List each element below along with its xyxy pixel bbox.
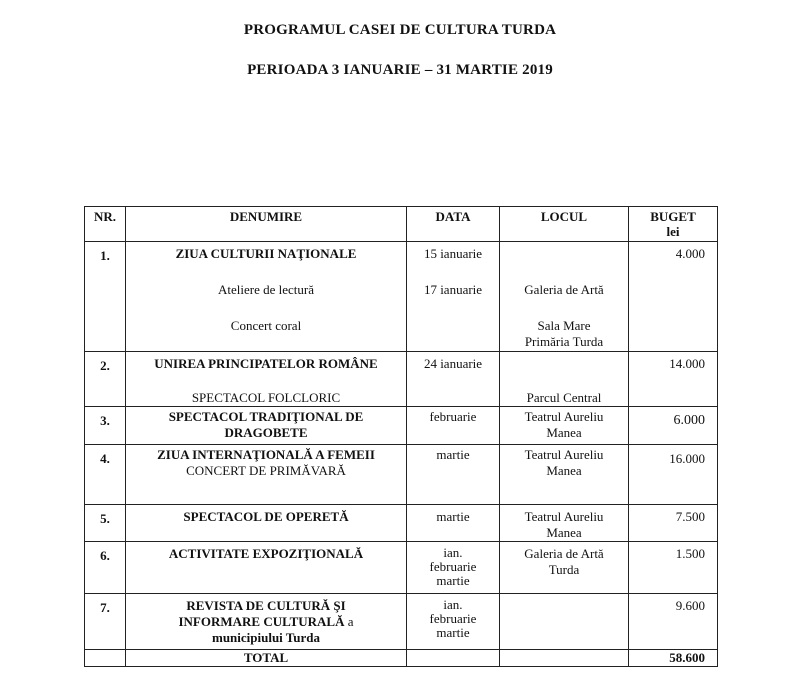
- row-subtitle: Concert coral: [230, 318, 302, 333]
- table-row: [85, 352, 718, 407]
- row-location: Teatrul Aureliu: [524, 447, 604, 462]
- row-budget: 6.000: [673, 413, 705, 428]
- row-title: UNIREA PRINCIPATELOR ROMÂNE: [154, 356, 378, 371]
- row-number: 1.: [100, 248, 110, 263]
- total-row: [85, 650, 718, 667]
- program-table: [84, 206, 718, 667]
- row-location: Galeria de Artă: [524, 282, 604, 297]
- row-location: Teatrul Aureliu: [524, 509, 604, 524]
- row-title: ZIUA CULTURII NAŢIONALE: [175, 246, 357, 261]
- row-title: INFORMARE CULTURALĂ: [178, 614, 345, 629]
- col-header-data: DATA: [407, 207, 500, 242]
- row-date: februarie: [429, 559, 477, 574]
- row-date: ian.: [443, 597, 463, 612]
- row-number: 3.: [100, 413, 110, 428]
- row-title: REVISTA DE CULTURĂ ŞI: [186, 598, 346, 613]
- row-budget: 1.500: [675, 546, 705, 561]
- row-date: ian.: [443, 545, 463, 560]
- row-subtitle: CONCERT DE PRIMĂVARĂ: [186, 463, 346, 478]
- row-title: SPECTACOL DE OPERETĂ: [183, 509, 349, 524]
- row-date: 24 ianuarie: [423, 356, 483, 371]
- table-row: [85, 594, 718, 650]
- row-title: ACTIVITATE EXPOZIŢIONALĂ: [168, 546, 364, 561]
- row-subtitle: Ateliere de lectură: [218, 282, 314, 297]
- row-title-suffix: a: [344, 614, 354, 629]
- row-location: Manea: [546, 425, 582, 440]
- row-location: Parcul Central: [526, 390, 602, 405]
- table-row: [85, 407, 718, 445]
- table-row: [85, 542, 718, 594]
- row-title: municipiului Turda: [211, 630, 321, 645]
- document-title: PROGRAMUL CASEI DE CULTURA TURDA: [243, 22, 557, 38]
- row-title: SPECTACOL TRADIŢIONAL DE: [168, 409, 364, 424]
- table-row: [85, 242, 718, 352]
- row-budget: 16.000: [669, 451, 705, 466]
- row-location: Primăria Turda: [524, 334, 604, 349]
- row-date: 15 ianuarie: [423, 246, 483, 261]
- document-subtitle: PERIOADA 3 IANUARIE – 31 MARTIE 2019: [247, 62, 553, 78]
- row-location: Teatrul Aureliu: [524, 409, 604, 424]
- row-location: Manea: [546, 463, 582, 478]
- row-budget: 9.600: [675, 598, 705, 613]
- row-date: martie: [436, 509, 470, 524]
- row-date: martie: [436, 625, 470, 640]
- col-header-denumire: DENUMIRE: [126, 207, 407, 242]
- row-location: Galeria de Artă: [524, 546, 604, 561]
- row-date: februarie: [429, 409, 477, 424]
- row-budget: 7.500: [675, 509, 705, 524]
- row-budget: 4.000: [675, 246, 705, 261]
- row-number: 5.: [100, 511, 110, 526]
- row-date: 17 ianuarie: [423, 282, 483, 297]
- row-location: Sala Mare: [537, 318, 591, 333]
- table-row: [85, 505, 718, 542]
- row-number: 4.: [100, 451, 110, 466]
- row-title: DRAGOBETE: [224, 425, 308, 440]
- row-title: ZIUA INTERNAŢIONALĂ A FEMEII: [157, 447, 375, 462]
- row-subtitle: SPECTACOL FOLCLORIC: [191, 390, 341, 405]
- total-value: 58.600: [669, 650, 705, 665]
- table-header-row: [85, 207, 718, 242]
- row-number: 2.: [100, 358, 110, 373]
- row-location: Turda: [548, 562, 580, 577]
- total-label: TOTAL: [243, 650, 289, 665]
- col-header-nr: NR.: [85, 207, 126, 242]
- row-location: Manea: [546, 525, 582, 540]
- row-number: 7.: [100, 600, 110, 615]
- table-row: [85, 445, 718, 505]
- col-header-buget: BUGET lei: [629, 207, 718, 242]
- row-date: martie: [436, 447, 470, 462]
- row-number: 6.: [100, 548, 110, 563]
- row-date: martie: [436, 573, 470, 588]
- col-header-locul: LOCUL: [500, 207, 629, 242]
- row-budget: 14.000: [669, 356, 705, 371]
- row-date: februarie: [429, 611, 477, 626]
